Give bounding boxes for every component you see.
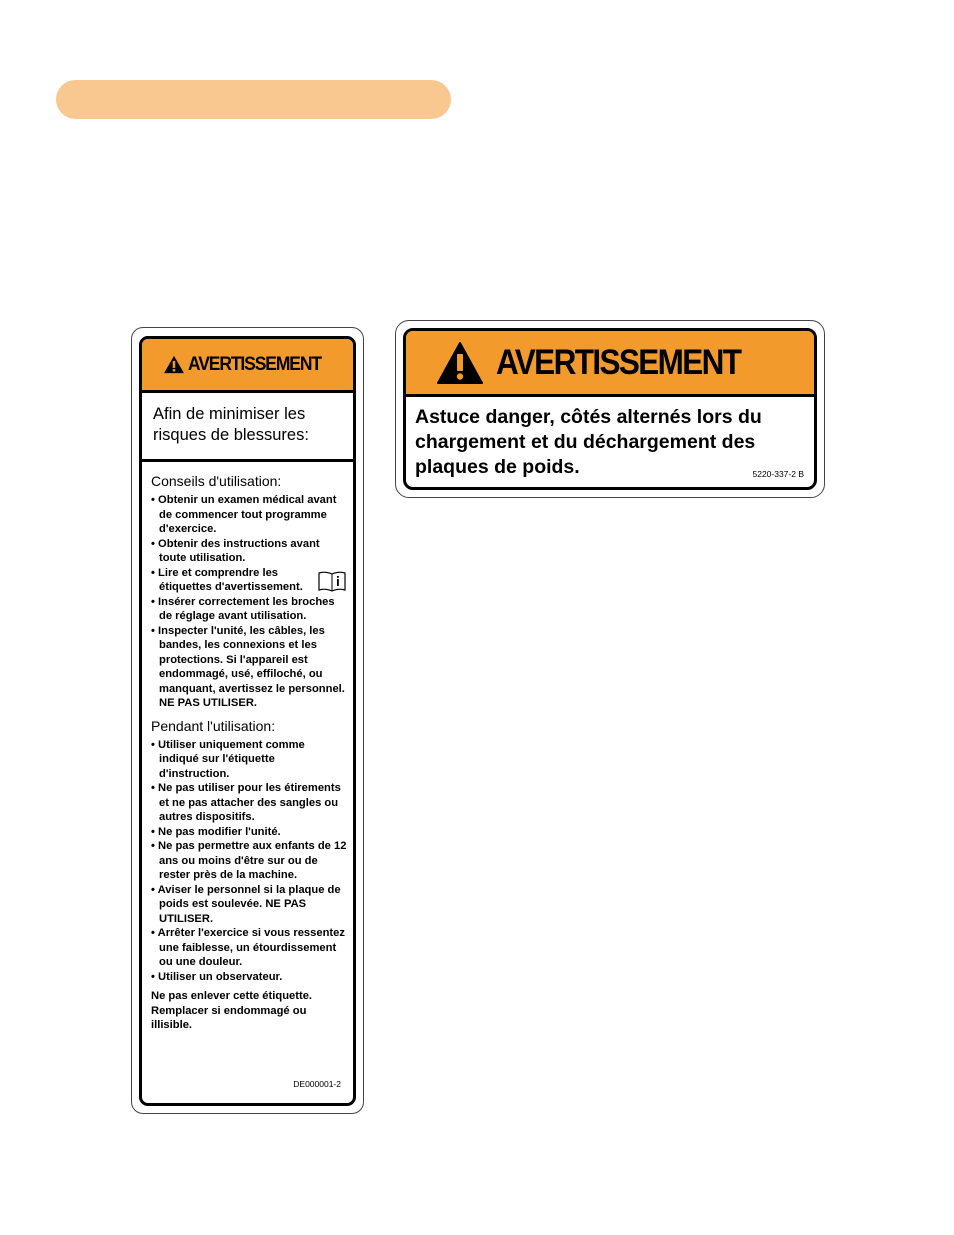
label-code: 5220-337-2 B <box>752 469 804 479</box>
list-item: • Ne pas modifier l'unité. <box>151 825 347 840</box>
list-item: • Utiliser un observateur. <box>151 970 347 985</box>
usage-tips-list <box>151 493 347 711</box>
warning-label-weight-plates <box>395 320 825 498</box>
warning-header <box>406 331 814 397</box>
warning-message: Astuce danger, côtés alternés lors du chargement et du déchargement des plaques de poids. <box>415 406 762 478</box>
intro-text: Afin de minimiser les risques de blessures: <box>142 393 353 462</box>
warning-label-frame <box>403 328 817 490</box>
manual-info-book-icon <box>317 570 347 592</box>
label-footer-note: Ne pas enlever cette étiquette. Remplacer si endommagé ou illisible. <box>151 990 313 1031</box>
list-item: • Inspecter l'unité, les câbles, les bandes, les connexions et les protections. Si l'appareil est endommagé, usé, effiloché, ou manquant, avertissez le personnel. NE PAS UTILISER. <box>151 624 347 711</box>
list-item: • Utiliser uniquement comme indiqué sur l'étiquette d'instruction. <box>151 738 347 782</box>
list-item: • Aviser le personnel si la plaque de poids est soulevée. NE PAS UTILISER. <box>151 883 347 927</box>
list-item: • Arrêter l'exercice si vous ressentez une faiblesse, un étourdissement ou une douleur. <box>151 926 347 970</box>
list-item: • Obtenir un examen médical avant de commencer tout programme d'exercice. <box>151 493 347 537</box>
section-title-usage-tips: Conseils d'utilisation: <box>151 473 282 489</box>
list-item: • Ne pas utiliser pour les étirements et ne pas attacher des sangles ou autres dispositifs. <box>151 781 347 825</box>
list-item-text: Lire et comprendre les étiquettes d'avertissement. <box>158 566 303 593</box>
warning-triangle-icon <box>436 341 484 385</box>
section-title-during-use: Pendant l'utilisation: <box>151 717 276 734</box>
list-item: • Insérer correctement les broches de réglage avant utilisation. <box>151 595 347 624</box>
warning-title: AVERTISSEMENT <box>187 353 321 375</box>
list-item-read-labels <box>151 566 347 595</box>
warning-triangle-icon <box>163 355 185 374</box>
warning-label-frame <box>139 336 356 1106</box>
during-use-list <box>151 738 347 985</box>
warning-title: AVERTISSEMENT <box>496 342 741 382</box>
warning-label-usage <box>131 327 364 1114</box>
list-item: • Obtenir des instructions avant toute utilisation. <box>151 537 347 566</box>
list-item: • Ne pas permettre aux enfants de 12 ans ou moins d'être sur ou de rester près de la machine. <box>151 839 347 883</box>
instructions-body <box>142 462 353 1033</box>
warning-header <box>142 339 353 393</box>
section-tab-bar <box>56 80 451 119</box>
label-code: DE000001-2 <box>293 1079 341 1089</box>
